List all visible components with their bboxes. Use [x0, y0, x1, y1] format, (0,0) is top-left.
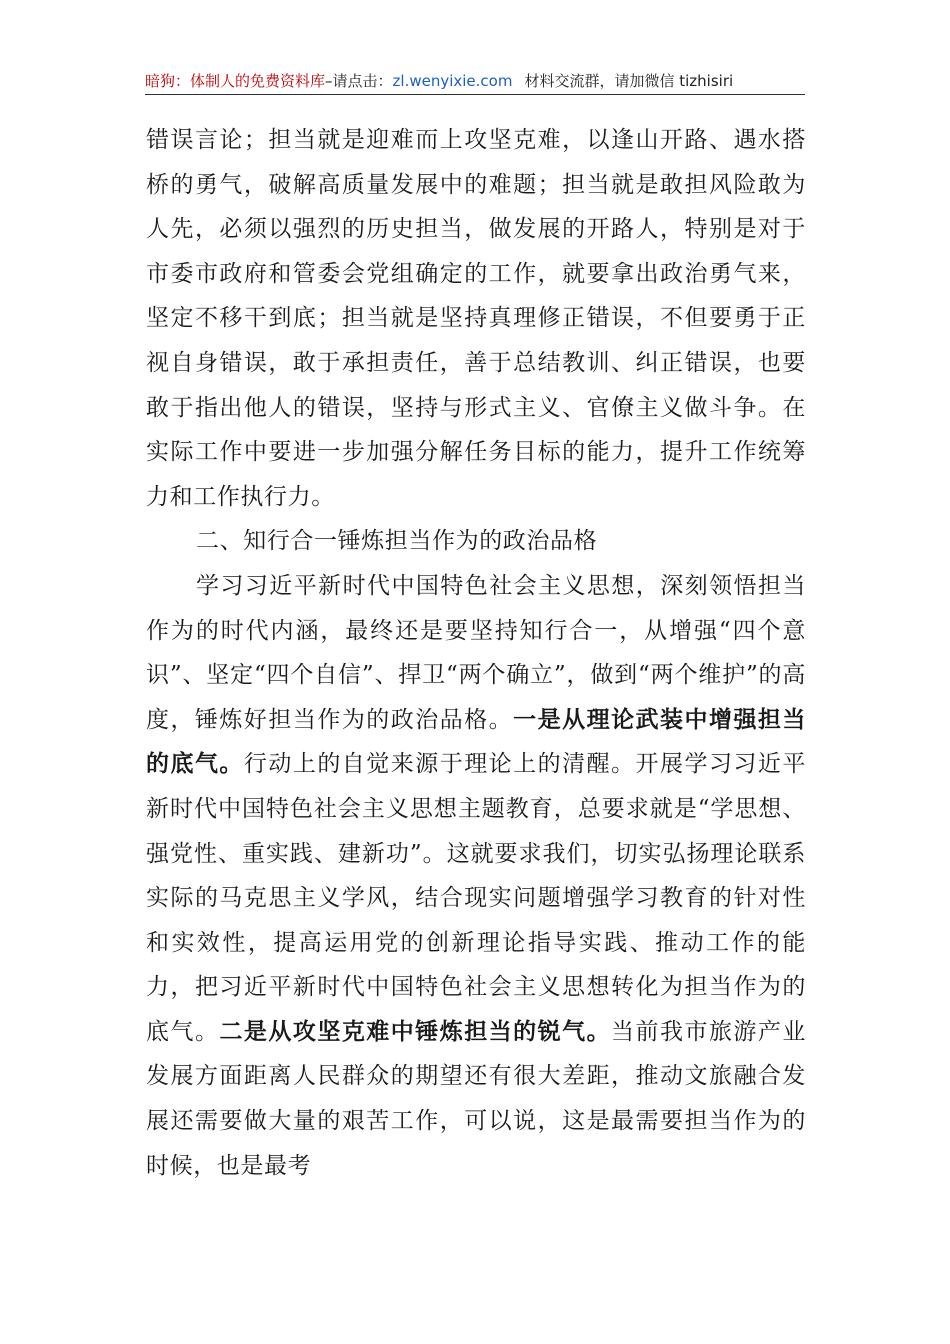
header-click-label: –请点击：	[325, 72, 393, 90]
bold-point-one: 一是从理论武装中增强担当的底气。	[146, 706, 807, 778]
paragraph-section-two	[146, 564, 806, 1188]
header-site-name: 暗狗：体制人的免费资料库	[145, 72, 326, 90]
section-heading: 二、知行合一锤炼担当作为的政治品格	[196, 528, 598, 555]
bold-point-two: 二是从攻坚克难中锤炼担当的锐气。	[219, 1018, 612, 1045]
paragraph-intro: 学习习近平新时代中国特色社会主义思想，深刻领悟担当作为的时代内涵，最终还是要坚持知行合一，从增强“四个意识”、坚定“四个自信”、捍卫“两个确立”，做到“两个维护”的高度，锤炼好担当作为的政治品格。	[146, 572, 806, 733]
paragraph-end: 当前我市旅游产业发展方面距离人民群众的期望还有很大差距，推动文旅融合发展还需要做大量的艰苦工作，可以说，这是最需要担当作为的时候，也是最考	[146, 1018, 806, 1179]
document-body	[146, 118, 806, 1188]
page-header	[145, 68, 805, 95]
paragraph-middle: 行动上的自觉来源于理论上的清醒。开展学习习近平新时代中国特色社会主义思想主题教育，总要求就是“学思想、强党性、重实践、建新功”。这就要求我们，切实弘扬理论联系实际的马克思主义学风，结合现实问题增强学习教育的针对性和实效性，提高运用党的创新理论指导实践、推动工作的能力，把习近平新时代中国特色社会主义思想转化为担当作为的底气。	[146, 751, 806, 1045]
header-url-link[interactable]: zl.wenyixie.com	[392, 72, 513, 90]
header-wechat-note: 材料交流群，请加微信 tizhisiri	[524, 72, 734, 90]
paragraph-continued: 错误言论；担当就是迎难而上攻坚克难，以逢山开路、遇水搭桥的勇气，破解高质量发展中的难题；担当就是敢担风险敢为人先，必须以强烈的历史担当，做发展的开路人，特别是对于市委市政府和管委会党组确定的工作，就要拿出政治勇气来，坚定不移干到底；担当就是坚持真理修正错误，不但要勇于正视自身错误，敢于承担责任，善于总结教训、纠正错误，也要敢于指出他人的错误，坚持与形式主义、官僚主义做斗争。在实际工作中要进一步加强分解任务目标的能力，提升工作统筹力和工作执行力。	[146, 127, 806, 510]
